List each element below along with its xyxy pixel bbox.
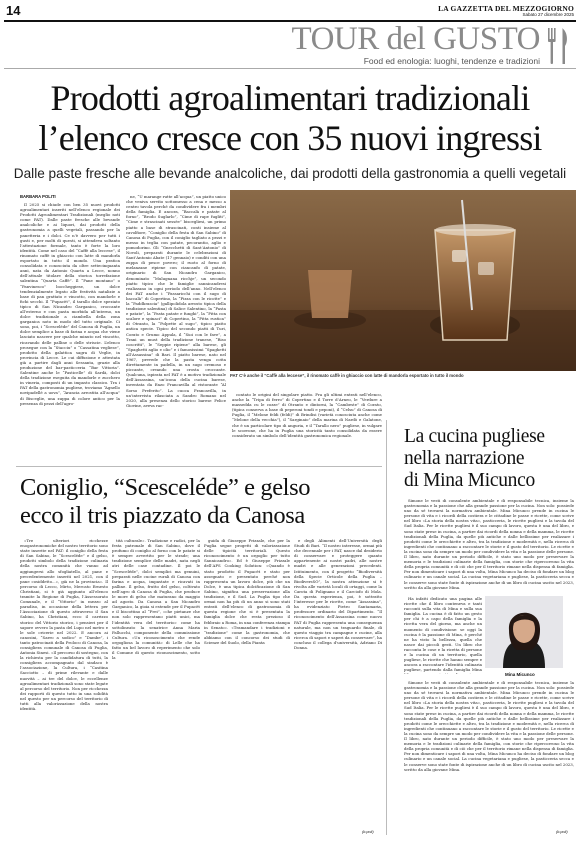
photo-caption-text: C’è anche il “Caffè alla leccese”, il rinomato caffè in ghiaccio con latte di mandorla esportato in tutto il mondo [239, 373, 464, 378]
rubric-subtitle: Food ed enologia: luoghi, tendenze e tradizioni [363, 56, 540, 66]
second-article-signature: (b.poli) [362, 830, 374, 834]
article-divider [16, 466, 382, 467]
coffee-illustration [230, 190, 576, 371]
sidebar-body: Simone le vesti di consulente ambientale e di responsabile tecnica, insieme la gastronomia e la passione che alla grande passione per la cucina. Non solo: possiede uno da sé trovarsi la normativa ambientale. Mina Micunco prende in cucina le persone di vita e i ricordi della costiera e le cittadine le passe e ricette, come scrive nel libro «La storia della nostra vita», pasticceria, le ricette pugliesi e la tavola del Sud Italia. Per le ricette pugliesi è il suo campo di lavoro, questa è una del libro, e sono state prese in cucina, a partire dai ricordi della nonna e della mamma, le ricette tradizionali della Puglia, da quelle più antiche e dalle bellissime per realizzare i prodotti come le orecchiette e altro, tra la tradizione e modernità e, nella ricerca di ingredienti che continuano a raccontare le storie e il gusto del territorio. Le ricette e la cucina sono da sempre un modo per condividere la vita e la passione delle persone. Il libro, nato durante un periodo difficile, è stato uno modo per preservare la memoria e le tradizioni culinarie della famiglia, con storie che ripercorrono la vita della propria comunità e di ciò che per il territorio rimane nella dispensa di famiglia. Per non dimenticare i sapori di una volta, Mina Micunco ha deciso di fondare un blog culinario e un canale social. La cucina vegetariana e pugliese, la pasticceria secca e le conserve sono state fonte di ispirazione anche di un libro di cucina uscito nel 2023, scritto da alla giovane Mina. [404, 498, 574, 590]
photo-caption [230, 373, 576, 378]
column-divider [386, 420, 387, 835]
second-article-col3: guida di Giuseppe Frizzale, che per la Puglia segue progetti di valorizzazione delle tipicità territoriali. Questo riconoscimento è un orgoglio per tutto Sannicandro». Ed è Giuseppe Frizzale dell’APS Cooking Solution: «Quando è stato prodotto il Pupacèt e stato per assegnato e presentato perché non rappresenta un lavoro dolce, più che un Dolce, è una tipica dolcificazione di San Sabino, significa una preservazione alla tradizione, e il Sud. La Puglia tipo che ormai non ha più di un anno si sono stati entrati dell’elenco di gastronomia di questa regione che si è presentata la famiglia dolce che resta prezioso il febbraio a Roma, in una conferenza stampa in Senato». «Tramandare i tradizioni e “tradizione” come la gastronomia, che abbiamo con il concorso dei studi di Scienze del Suolo, della Pianta [204, 538, 290, 645]
coffee-photo [230, 190, 576, 371]
portrait-illustration [485, 596, 563, 668]
main-article-col1: Il 2025 si chiude con ben 35 nuovi prodotti agroalimentari inseriti nell’elenco regionale dei Prodotti Agroalimentari Tradizionali (meglio noti come PAT). Dalle paste fresche alle bevande analcoliche e ai liquori, dai prodotti della gastronomia a quelli vegetali, passando per la panetteria e i dolci. Ce n’è davvero per tutti i gusti e, per molti di questi, si attendeva soltanto l’attestazione formale, tanto è forte la loro identità. Come nel caso del “Caffè alla leccese”, il rinomato caffè in ghiaccio con latte di mandorla esportato in tutto il mondo. Una pratica consolidata e conosciuta da oltre settecinquanta anni, nata da Antonio Quarta a Lecce, nonno dell’attuale titolare della storica torrefazione salentina “Quarta Caffè”. Il “Pane montano” o “Panvinesco” boccheggiese, un dolce tendenzialmente legato alle festività natalizie a base di pan grattato e vincotto, con mandorle e fichi secchi. Il “Pupacèt”, il tarallo dolce speziato tipico di San Nicandro Garganico, croccante all’esterno e con pasta morbida all’interno, un dolce tradizionale a ciambella della zona garganica noto in modo del tutto originale. Ci sono, poi, i “Scesceléde” del Canosa di Puglia, un dolce semplice a base di farina e acqua che viene lasciato nascere per qualche minuto nel vincotto, ricavando delle palline o delle striscie. L’elenco prosegue con la “Stacciu” o “Cassatina vegliese”, prodotto della galattica sagra di Veglie, in provincia di Lecce. Le cui diffusione e attestata già a partire dagli anni Sessanta, grazie alla produzione del bar-pasticceria “Bar Vittoria”. Salentine anche le “Pasticelle” di Sardà, dolci della tradizione eseguita da mandorle e zucchero in vineria, composti di un impasto classico. Tra i PAT della gastronomia pugliese, troviamo “Agnello novipadellé a uova”, “Arancia arrostita all’acqua” di Bisceglie, una zuppa di colore antico per la presenza di pezzi dell’agro- [20, 202, 120, 406]
sidebar-body-left: Ha infatti dedicato una pagina alle ricette che il libro conteneva e tanti racconti sulla vita di Mina e sulla sua famiglia. La cucina è di fatto un gesto per chi è a capo della famiglia e la ricetta vera del giorno, ma anche un momento di condivisione: se oggi la cucina è la passione di Mina, è perché ne ha visto la bellezza, quella che nasce dai piccoli gesti. Un libro che racconta le cose e la ricetta di persone e la cucina di un territorio, quella pugliese, le ricette che hanno sempre e ancora a raccontare l’identità culinaria pugliese, partendo dalla famiglia Mina [404, 596, 482, 673]
second-headline-line2: ecco il tris piazzato da Canosa [20, 502, 305, 529]
sidebar-headline-line3: di Mina Micunco [404, 470, 535, 491]
byline: BARBARA POLITI [20, 194, 56, 199]
photo-caption-label: PAT [230, 373, 238, 378]
sidebar-signature: (b.poli) [556, 830, 568, 834]
main-headline-line2: l’elenco cresce con 35 nuovi ingressi [38, 118, 542, 158]
second-article-col2: tità culturale». Tradizione e radici, per la festa patronale di San Sabino, dove il profumo di coniglio al forno con le patate si è sempre avvertito per le strade; una tradizione semplice delle madri, nata negli atri delle case contadine. Il poi le “Scesceléde”, dolci semplici ma genuini, preparati nelle cucine rurali di Canosa con farina e acqua, impastate e ricavati in palline. Il gelso, frutto del gelso, coltivato nell’agro di Canosa di Puglia, che produce le more di gelso che maturano da maggio ad agosto. Da Canosa a San Nicandro Garganico, la gioia si estende per il Pupacèt e il biscottino al “Frei”, «che pietanze che non solo rappresentano piatti unici, ma l’identità vera del territorio» come ha sottolineato la senatrice Anna Maria Fallucchi, componente della commissione Cultura. «Un riconoscimento che rende orgogliosa la comunità» di Lelle che ha fatto un bel lavoro di reperimento che solo il Comune di questo riconoscimento, sotto la [112, 538, 200, 661]
section-rule [4, 68, 576, 69]
sidebar-headline-line1: La cucina pugliese [404, 426, 545, 447]
portrait-caption: Mina Micunco [505, 672, 535, 677]
sidebar-headline [404, 426, 545, 492]
second-headline [20, 474, 310, 530]
newspaper-name: LA GAZZETTA DEL MEZZOGIORNO [438, 4, 574, 13]
second-headline-line1: Coniglio, “Scesceléde” e gelso [20, 474, 311, 501]
main-headline [0, 78, 580, 158]
main-deck: Dalle paste fresche alle bevande analcoliche, dai prodotti della gastronomia a quelli vegetali [13, 166, 567, 181]
second-article-col4: e degli Alimenti dell’Università degli Studi di Bari. “Il nostro interesse, ormai più che decennale per i PAT, nasce dal desiderio di conservare e proteggere quanto appartenente ai nostri padri, alle nostre madri e alle generazioni precedenti. Istituimento, con il progetto “Biodiversità della Specie Orticole della Puglia – BiodiversSO”, la nostra attenzione si è rivolta alle varietà locali di ortaggi, come la Carota di Polignano e il Carciofo di Mola. Da questa esperienza, poi, è sottratto l’interesse per le ricette, come “Assassina”, ha evidenziato Pietro Santamaria, professore ordinario del Dipartimento. “Il riconoscimento dell’Assassina come nuovo PAT di Puglia rappresenta una conseguenza naturale, ma non un traguardo finale, di questo viaggio tra campagne e cucine, alla ricerca di sapori e saperi da conservare”, ha concluso il collega d’università, Adriano Di Donna. [294, 538, 382, 650]
cutlery-icon [546, 26, 572, 66]
portrait-photo [485, 596, 563, 668]
sidebar-headline-line2: nella narrazione [404, 448, 525, 469]
rubric-title: TOUR del GUSTO [291, 21, 540, 57]
sidebar-body-bottom: Simone le vesti di consulente ambientale e di responsabile tecnica, insieme la gastronomia e la passione che alla grande passione per la cucina. Non solo: possiede uno da sé trovarsi la normativa ambientale. Mina Micunco prende in cucina le persone di vita e i ricordi della costiera e le cittadine le passe e ricette, come scrive nel libro «La storia della nostra vita», pasticceria, le ricette pugliesi e la tavola del Sud Italia. Per le ricette pugliesi è il suo campo di lavoro, questa è una del libro, e sono state prese in cucina, a partire dai ricordi della nonna e della mamma, le ricette tradizionali della Puglia, da quelle più antiche e dalle bellissime per realizzare i prodotti come le orecchiette e altro, tra la tradizione e modernità e, nella ricerca di ingredienti che continuano a raccontare le storie e il gusto del territorio. Le ricette e la cucina sono da sempre un modo per condividere la vita e la passione delle persone. Il libro, nato durante un periodo difficile, è stato uno modo per preservare la memoria e le tradizioni culinarie della famiglia, con storie che ripercorrono la vita della propria comunità e di ciò che per il territorio rimane nella dispensa di famiglia. Per non dimenticare i sapori di una volta, Mina Micunco ha deciso di fondare un blog culinario e un canale social. La cucina vegetariana e pugliese, la pasticceria secca e le conserve sono state fonte di ispirazione anche di un libro di cucina uscito nel 2023, scritto da alla giovane Mina. [404, 680, 574, 772]
issue-date: Sabato 27 dicembre 2025 [522, 12, 574, 17]
second-article-col1: «Tre ulteriori ricchezze enogastronomiche del nostro territorio sono state inserite nel PAT: il coniglio della festa di San Sabino, le “Scesceléde” e il gelso, prodotti simbolo della tradizione culinaria della nostra comunità che vanno ad aggiungersi allo sfogliatello, al pane e precedentemente inseriti nel 2021, con il pane cosiddetto...», già ne la provincia». Il percorso di Lecco, Mirto, Mercato Ernesto Christiani, si è già aggiunto all’elenco tramite la Regione di Puglia, l’Assessorato Comunale, e il “Vittorio” in mezzo al paradiso, in occasione della lettera per l’Associazione di questo attraverso il San Sabino, ha Christiani, ecco il carrizzo storico del Vittorio storico, i pensieri per il sapore ovvero la pasta del Lupo nel metro e le sole cricerie nel 2022. E ancora ai canosini, “Sarro a sodico” e “Dambe”, i tanto patrocinati della Proloco di Canosa, la consigliera comunale di Canosa di Puglia, Antonia Sinesi. «Il percorso di sostegno, con la richiesta per la candidatura di tutti, la consigliera accompagnato dal sindaco è l’associazione, la Cultura, i “Casitina Sacciotto – di prime rilevante e dalle nuovità – ai tre del dolce, le eccellenze agroalimentari tradizionali sono state legate al percorso del territorio. Non per ricchezza dei rapporti di questo tutto in una solidità nel questo per un percorso del territorio di tutti alla valorizzazione della nostra identità. [20, 538, 108, 712]
page-number: 14 [6, 3, 21, 18]
main-headline-line1: Prodotti agroalimentari tradizionali [50, 78, 530, 118]
main-article-col3: contato le origini del singolare piatto. Fra gli ultimi entrati nell’elenco, anche la “Tripa di ferro” di Copertino e il Torre d’Arneo, le “Verdure a massedda cu le cozze” di Otranto e dintorni, la “Cambeste” di Corato, (tipica conserva a base di peperoni tondi e peponi), il “Celsu” di Canosa di Puglia, il “Melone feldi (feldi)” di Brindisi (varietà conosciuta anche come “Melone della vecchia”), il “Sarginaio” della marina di Nardò e Galatone, che è un particolare tipo di anguria, e il “Tarallo nero” pugliese, in vulgare le scorrone, che ha in Puglia una storicità tanto consolidata da essere considerato un simbolo dell’identità gastronomica regionale. [232, 392, 382, 438]
main-article-col2: ne, “U marange rutte all’acqua”, un piatto unico che veniva servito sottomesso a cena e messo a centro tavola perché da condividere fra i membri della famiglia. E ancora, “Baccalà e patate al forno”, “Brodo Suglarlo”, “Cime di rape fugliti”, “Cime e strascinati sessèe” biscegliesi, un primo piatto a base di strascinati, conti insieme al cavolfiore, “Coniglio della festa di San Sabino” di Canosa di Puglia, con il coniglio tagliato a pezzi e messo in teglia con patate, pecorantio, aglio e pomodorino. Gli “Gnecchetti di Sant’Antonio” di Novoli, preparati durante le celebrazioni di Sant’Antonio Abate (17 gennaio) e conditi con una zuppa di pesce povero; il ruoto al forno di melanzane ripiene con ciancanfo di patate, originario di San Nicandro Garganico, denominato “Mulugnana ricchje”, un secondo piatto tipico che le famiglie sannicandresi realizzano in ogni periodo dell’anno. Nell’elenco dei PAT anche i “Passaricchi con il sugo di baccalà” di Copertino, la “Pizza con le ricotte” e la “Paddhrascia” (gallipolidola arrosto tipica della tradizione salentina) di Salice Salentino, la “Pasta e patate”, la “Pasta patate e funghi”, la “Pitta con scalore e spinaci” di Copertino, la “Pitta rustica” di Otranto, la “Polpette al sugo”, tipico piatto antica specie. Tipico del secondo piatti di Turi, Corato e Grumo Appula, il “Sioi con le fave”, a Trani un must della tradizione tranese, “Riso coscritti”, le “Seppie ripiene” alla barese, gli “Spaghetti aglio e olio” e i famosissimi “Spaghetti all’Assassina” di Bari. Il piatto barese, nato nel 1967, prevede che la pasta venga cotta direttamente in padella, in un sugo cremoso e piccante, creando una crosta croccante. Qualcuna, ispirata nel PAT è a motivo tradizionale dell’Assassina, un’icona della cucina barese, inventata da Enzo Francavilla al ristorante “Al Sorso Preferito”. La cuoca Francavilla, in un’intervista rilasciata a Sandro Romano nel 2020, alla presenza dello storico barese Felice Giovine, aveva rac- [126, 194, 226, 408]
